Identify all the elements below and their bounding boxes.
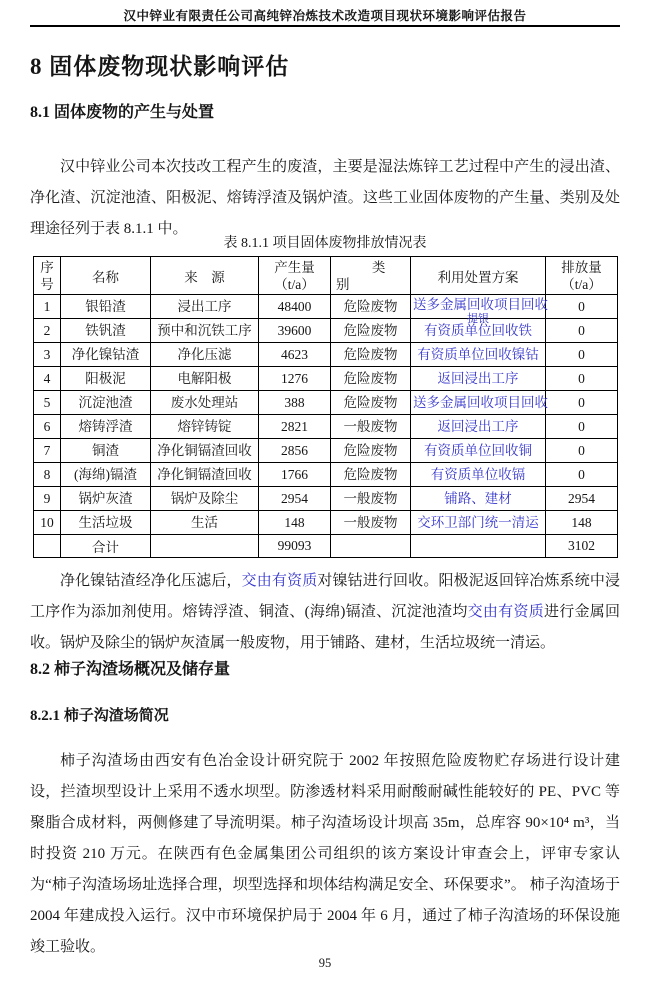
- cell-amount: 2821: [259, 415, 331, 439]
- paragraph-shizigou-overview: 柿子沟渣场由西安有色冶金设计研究院于 2002 年按照危险废物贮存场进行设计建设，拦渣坝型设计上采用不透水坝型。防渗透材料采用耐酸耐碱性能较好的 PE、PVC 等聚脂合成材料，两侧修建了导流明渠。柿子沟渣场设计坝高 35m，总库容 90×10⁴ m³，当时投资 210 万元。在陕西有色金属集团公司组织的该方案设计审查会上，评审专家认为“柿子沟渣场场址选择合理，坝型选择和坝体结构满足安全、环保要求”。 柿子沟渣场于 2004 年建成投入运行。汉中市环境保护局于 2004 年 6 月，通过了柿子沟渣场的环保设施竣工验收。: [30, 753, 620, 955]
- cell-amount: 1766: [259, 463, 331, 487]
- cell-no: 10: [34, 511, 61, 535]
- highlighted-text: 交由有资质: [241, 573, 318, 589]
- table-body: [34, 295, 618, 535]
- cell-name: 生活垃圾: [61, 511, 151, 535]
- cell-source: 净化铜镉渣回收: [151, 463, 259, 487]
- cell-amount: 39600: [259, 319, 331, 343]
- body-text: 进行金属回收。锅炉及除尘的锅炉灰渣属一般废物，用于铺路、建材，生活垃圾统一清运。: [30, 604, 620, 651]
- section-heading-8-2-1: 8.2.1 柿子沟渣场简况: [30, 708, 169, 724]
- cell-name: 银铅渣: [61, 295, 151, 319]
- table-row: [34, 391, 618, 415]
- col-header-name: 名称: [61, 257, 151, 295]
- col-header-category: 类 别: [331, 257, 411, 295]
- cell-source: 浸出工序: [151, 295, 259, 319]
- cell-disposal: [411, 535, 546, 558]
- cell-name: 锅炉灰渣: [61, 487, 151, 511]
- cell-category: 危险废物: [331, 295, 411, 319]
- solid-waste-table: [33, 256, 618, 558]
- cell-discharge: 0: [546, 463, 618, 487]
- table-row: [34, 439, 618, 463]
- cell-no: 3: [34, 343, 61, 367]
- cell-amount: 2954: [259, 487, 331, 511]
- cell-discharge: 2954: [546, 487, 618, 511]
- cell-no: 2: [34, 319, 61, 343]
- cell-category: 危险废物: [331, 319, 411, 343]
- table-row: [34, 463, 618, 487]
- highlighted-text: 交由有资质: [467, 604, 544, 620]
- cell-disposal: 返回浸出工序: [411, 367, 546, 391]
- cell-name: 净化镍钴渣: [61, 343, 151, 367]
- cell-discharge: 0: [546, 319, 618, 343]
- table-row: [34, 487, 618, 511]
- col-header-no: 序号: [34, 257, 61, 295]
- cell-source: 净化铜镉渣回收: [151, 439, 259, 463]
- body-text: 净化镍钴渣经净化压滤后，: [60, 573, 242, 589]
- cell-no: 9: [34, 487, 61, 511]
- cell-source: 锅炉及除尘: [151, 487, 259, 511]
- paragraph-solid-waste-overview: 汉中锌业公司本次技改工程产生的废渣，主要是湿法炼锌工艺过程中产生的浸出渣、净化渣、沉淀池渣、阳极泥、熔铸浮渣及锅炉渣。这些工业固体废物的产生量、类别及处理途径列于表 8.1.1 中。: [30, 159, 620, 237]
- table-row: [34, 415, 618, 439]
- cell-amount: 148: [259, 511, 331, 535]
- col-header-source: 来 源: [151, 257, 259, 295]
- cell-source: [151, 535, 259, 558]
- cell-discharge: 0: [546, 415, 618, 439]
- cell-amount: 4623: [259, 343, 331, 367]
- cell-discharge: 0: [546, 295, 618, 319]
- cell-total-amount: 99093: [259, 535, 331, 558]
- cell-source: 净化压滤: [151, 343, 259, 367]
- cell-disposal: 送多金属回收项目回收: [411, 391, 546, 415]
- table-row: [34, 295, 618, 319]
- table-header-row: [34, 257, 618, 295]
- cell-name: 阳极泥: [61, 367, 151, 391]
- cell-discharge: 0: [546, 391, 618, 415]
- cell-discharge: 0: [546, 367, 618, 391]
- cell-total-label: 合计: [61, 535, 151, 558]
- cell-amount: 2856: [259, 439, 331, 463]
- cell-category: 危险废物: [331, 439, 411, 463]
- report-title: 汉中锌业有限责任公司高纯锌冶炼技术改造项目现状环境影响评估报告: [123, 9, 527, 23]
- cell-disposal: 有资质单位回收铜: [411, 439, 546, 463]
- cell-amount: 1276: [259, 367, 331, 391]
- cell-source: 熔锌铸锭: [151, 415, 259, 439]
- cell-category: 一般废物: [331, 511, 411, 535]
- cell-discharge: 148: [546, 511, 618, 535]
- cell-disposal: 送多金属回收项目回收 提银: [411, 295, 546, 319]
- cell-source: 废水处理站: [151, 391, 259, 415]
- cell-amount: 388: [259, 391, 331, 415]
- cell-category: 一般废物: [331, 487, 411, 511]
- cell-name: 铁钒渣: [61, 319, 151, 343]
- section-heading-8-2: 8.2 柿子沟渣场概况及储存量: [30, 661, 231, 678]
- cell-category: 一般废物: [331, 415, 411, 439]
- col-header-discharge: 排放量 （t/a）: [546, 257, 618, 295]
- paragraph-disposal-detail: [30, 566, 620, 659]
- table-total-row: [34, 535, 618, 558]
- cell-name: 熔铸浮渣: [61, 415, 151, 439]
- cell-category: [331, 535, 411, 558]
- cell-no: [34, 535, 61, 558]
- cell-source: 电解阳极: [151, 367, 259, 391]
- cell-discharge: 0: [546, 439, 618, 463]
- cell-discharge: 0: [546, 343, 618, 367]
- section-heading-8-1: 8.1 固体废物的产生与处置: [30, 104, 215, 121]
- cell-disposal: 交环卫部门统一清运: [411, 511, 546, 535]
- cell-no: 4: [34, 367, 61, 391]
- cell-disposal: 有资质单位回收镍钴: [411, 343, 546, 367]
- cell-name: (海绵)镉渣: [61, 463, 151, 487]
- cell-no: 6: [34, 415, 61, 439]
- cell-name: 铜渣: [61, 439, 151, 463]
- cell-no: 8: [34, 463, 61, 487]
- cell-name: 沉淀池渣: [61, 391, 151, 415]
- col-header-disposal: 利用处置方案: [411, 257, 546, 295]
- cell-no: 1: [34, 295, 61, 319]
- cell-disposal: 有资质单位收镉: [411, 463, 546, 487]
- section-heading-8: 8 固体废物现状影响评估: [30, 54, 290, 79]
- col-header-amount: 产生量 （t/a）: [259, 257, 331, 295]
- table-row: [34, 367, 618, 391]
- table-row: [34, 343, 618, 367]
- cell-category: 危险废物: [331, 391, 411, 415]
- cell-category: 危险废物: [331, 367, 411, 391]
- cell-source: 生活: [151, 511, 259, 535]
- page-number: 95: [318, 956, 332, 970]
- cell-disposal: 返回浸出工序: [411, 415, 546, 439]
- table-caption: 表 8.1.1 项目固体废物排放情况表: [223, 236, 427, 251]
- cell-category: 危险废物: [331, 343, 411, 367]
- cell-source: 预中和沉铁工序: [151, 319, 259, 343]
- cell-no: 5: [34, 391, 61, 415]
- table-row: [34, 511, 618, 535]
- header-divider: [30, 25, 620, 27]
- cell-no: 7: [34, 439, 61, 463]
- cell-disposal: 铺路、建材: [411, 487, 546, 511]
- cell-total-discharge: 3102: [546, 535, 618, 558]
- table-row: [34, 319, 618, 343]
- cell-disposal: 有资质单位回收铁: [411, 319, 546, 343]
- cell-amount: 48400: [259, 295, 331, 319]
- body-text: 对镍钴进行回收。阳极泥返回锌冶炼系统中浸工序作为添加剂使用。熔铸浮渣、铜渣、(海绵)镉渣、沉淀池渣均: [30, 573, 620, 620]
- cell-category: 危险废物: [331, 463, 411, 487]
